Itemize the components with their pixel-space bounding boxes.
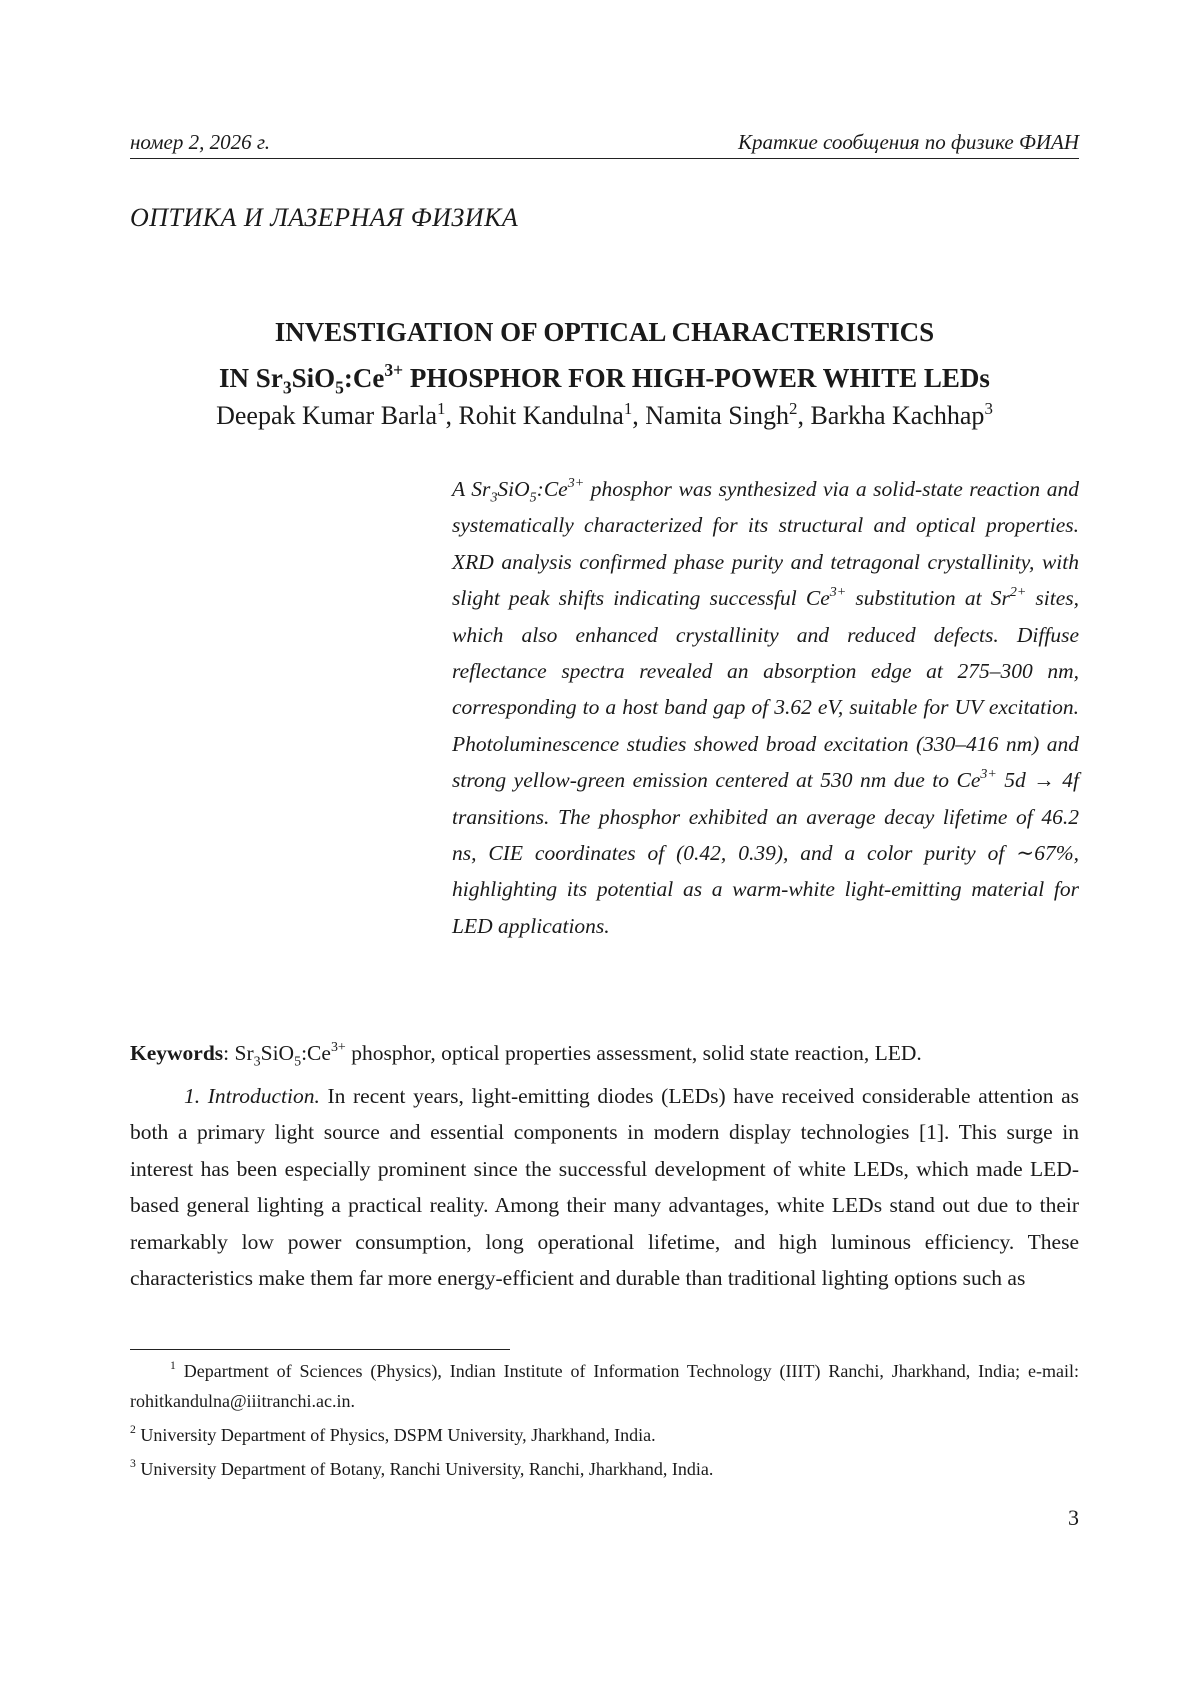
page-number: 3 [1068, 1505, 1079, 1530]
footnotes [130, 1356, 1079, 1488]
paper-title [130, 309, 1079, 401]
keywords: Keywords: $Sr_3SiO_5:Ce^{3+}$ phosphor, optical properties assessment, solid state reaction, LED. [130, 1040, 922, 1070]
author: Rohit Kandulna$^1$ [458, 398, 633, 430]
introduction-heading: 1. Introduction. [184, 1084, 320, 1108]
issue-info: номер 2, 2026 г. [130, 130, 271, 154]
author-list: Deepak Kumar Barla$^1$, Rohit Kandulna$^1$, Namita Singh$^2$, Barkha Kachhap$^3$ [216, 398, 993, 430]
section-title: ОПТИКА И ЛАЗЕРНАЯ ФИЗИКА [130, 203, 519, 232]
author: Barkha Kachhap$^3$ [810, 398, 993, 430]
journal-name: Краткие сообщения по физике ФИАН [738, 130, 1079, 154]
running-header [130, 130, 1079, 159]
footnote: $^1$ Department of Sciences (Physics), Indian Institute of Information Technology (IIIT) Ranchi, Jharkhand, India; e-mail: rohitkandulna@iiitranchi.ac.in. [130, 1359, 1079, 1411]
author: Deepak Kumar Barla$^1$ [216, 398, 446, 430]
title-line-1: INVESTIGATION OF OPTICAL CHARACTERISTICS [274, 317, 935, 347]
author: Namita Singh$^2$ [645, 398, 798, 430]
keywords-label: Keywords [130, 1041, 224, 1065]
footnote: $^3$ University Department of Botany, Ranchi University, Ranchi, Jharkhand, India. [130, 1457, 714, 1479]
abstract: A $Sr_3SiO_5:Ce^{3+}$ phosphor was synthesized via a solid-state reaction and systematically characterized for its structural and optical properties. XRD analysis confirmed phase purity and tetragonal crystallinity, with slight peak shifts indicating successful $Ce^{3+}$ substitution at $Sr^{2+}$ sites, which also enhanced crystallinity and reduced defects. Diffuse reflectance spectra revealed an absorption edge at 275–300 nm, corresponding to a host band gap of 3.62 eV, suitable for UV excitation. Photoluminescence studies showed broad excitation (330–416 nm) and strong yellow-green emission centered at 530 nm due to $Ce^{3+}$ 5d → 4f transitions. The phosphor exhibited an average decay lifetime of 46.2 ns, CIE coordinates of (0.42, 0.39), and a color purity of ∼67%, highlighting its potential as a warm-white light-emitting material for LED applications. [452, 476, 1079, 938]
footnote: $^2$ University Department of Physics, DSPM University, Jharkhand, India. [130, 1423, 656, 1445]
title-line-2: IN $Sr_3SiO_5:Ce^{3+}$ PHOSPHOR FOR HIGH-POWER WHITE LEDs [219, 360, 990, 398]
footnote-divider [130, 1349, 510, 1350]
introduction-paragraph: 1. Introduction. In recent years, light-emitting diodes (LEDs) have received considerable attention as both a primary light source and essential components in modern display technologies [1]. This surge in interest has been especially prominent since the successful development of white LEDs, which made LED-based general lighting a practical reality. Among their many advantages, white LEDs stand out due to their remarkably low power consumption, long operational lifetime, and high luminous efficiency. These characteristics make them far more energy-efficient and durable than traditional lighting options such as [130, 1084, 1079, 1291]
